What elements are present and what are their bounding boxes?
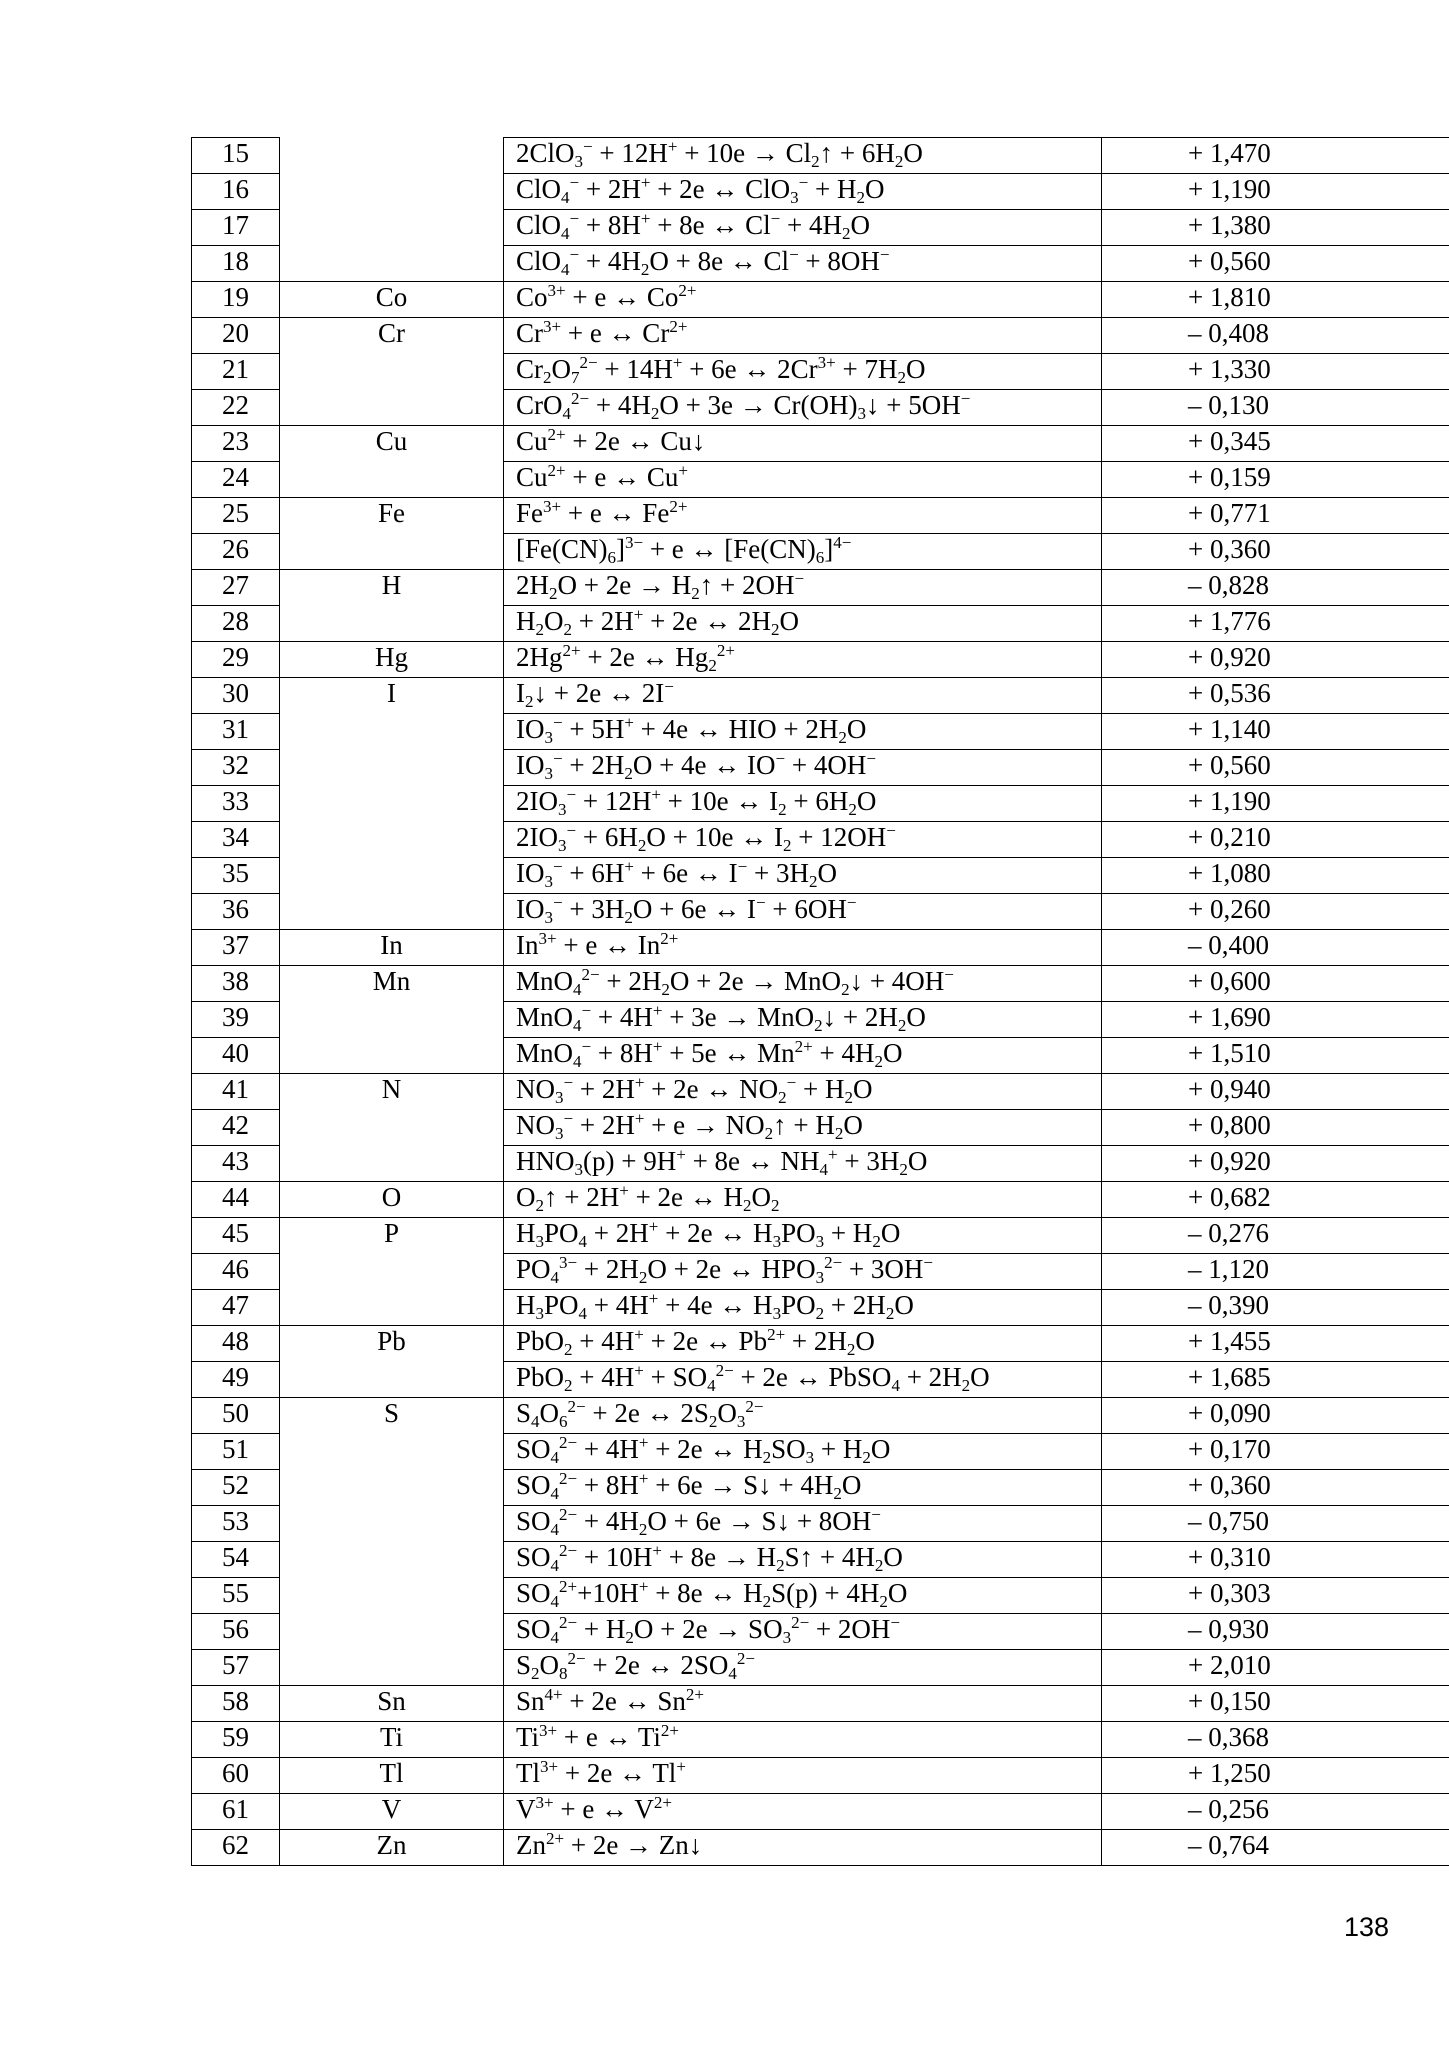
row-number: 33 — [192, 786, 280, 822]
row-number: 42 — [192, 1110, 280, 1146]
row-number: 49 — [192, 1362, 280, 1398]
standard-potential-value: + 1,810 — [1102, 282, 1449, 318]
standard-potential-value: – 0,276 — [1102, 1218, 1449, 1254]
half-reaction-equation: $IO_3^- + 2H_2O + 4e$ ↔ IO− + 4OH− — [504, 750, 1102, 786]
standard-potential-value: + 0,303 — [1102, 1578, 1449, 1614]
row-number: 62 — [192, 1830, 280, 1866]
element-cell — [280, 1578, 504, 1614]
half-reaction-equation: $H_2O_2 + 2H^+ + 2e$ ↔ $2H_2O$ — [504, 606, 1102, 642]
standard-potential-value: – 0,390 — [1102, 1290, 1449, 1326]
table-row — [192, 1218, 1449, 1254]
element-cell — [280, 858, 504, 894]
element-cell — [280, 246, 504, 282]
standard-potential-value: + 0,360 — [1102, 1470, 1449, 1506]
standard-potential-value: – 0,930 — [1102, 1614, 1449, 1650]
row-number: 22 — [192, 390, 280, 426]
half-reaction-equation: $PO_4^{3-} + 2H_2O + 2e$ ↔ $HPO_3^{2-} + 3OH^-$ — [504, 1254, 1102, 1290]
table-row — [192, 1578, 1449, 1614]
table-row — [192, 1254, 1449, 1290]
element-cell: Cu — [280, 426, 504, 462]
half-reaction-equation: $Cu^{2+} + e$ ↔ Cu+ — [504, 462, 1102, 498]
row-number: 55 — [192, 1578, 280, 1614]
element-cell: Hg — [280, 642, 504, 678]
standard-potential-value: – 0,256 — [1102, 1794, 1449, 1830]
half-reaction-equation: $SO_4^{2-} + H_2O + 2e \to SO_3^{2-} + 2OH^-$ — [504, 1614, 1102, 1650]
half-reaction-equation: $Zn^{2+} + 2e$ → Zn↓ — [504, 1830, 1102, 1866]
element-cell — [280, 138, 504, 174]
half-reaction-equation: $In^{3+} + e$ ↔ $In^{2+}$ — [504, 930, 1102, 966]
element-cell: Fe — [280, 498, 504, 534]
standard-potential-value: + 0,360 — [1102, 534, 1449, 570]
table-row — [192, 174, 1449, 210]
row-number: 47 — [192, 1290, 280, 1326]
half-reaction-equation: $HNO_3(p) + 9H^+ + 8e$ ↔ $NH_4^+ + 3H_2O$ — [504, 1146, 1102, 1182]
row-number: 15 — [192, 138, 280, 174]
row-number: 31 — [192, 714, 280, 750]
half-reaction-equation: $IO_3^- + 5H^+ + 4e$ ↔ HIO + $2H_2O$ — [504, 714, 1102, 750]
row-number: 48 — [192, 1326, 280, 1362]
standard-potential-value: + 1,190 — [1102, 174, 1449, 210]
element-cell — [280, 390, 504, 426]
standard-potentials-table — [191, 137, 1449, 1866]
element-cell: Zn — [280, 1830, 504, 1866]
table-row — [192, 786, 1449, 822]
row-number: 26 — [192, 534, 280, 570]
standard-potential-value: + 1,250 — [1102, 1758, 1449, 1794]
standard-potential-value: + 0,682 — [1102, 1182, 1449, 1218]
half-reaction-equation: $Fe^{3+} + e$ ↔ $Fe^{2+}$ — [504, 498, 1102, 534]
element-cell — [280, 210, 504, 246]
row-number: 30 — [192, 678, 280, 714]
half-reaction-equation: $2Hg^{2+} + 2e$ ↔ $Hg_2^{2+}$ — [504, 642, 1102, 678]
standard-potential-value: + 0,560 — [1102, 750, 1449, 786]
table-row — [192, 1542, 1449, 1578]
table-row — [192, 750, 1449, 786]
half-reaction-equation: $MnO_4^{2-} + 2H_2O + 2e$ → MnO$_2$↓ + 4OH− — [504, 966, 1102, 1002]
element-cell: Pb — [280, 1326, 504, 1362]
element-cell — [280, 1038, 504, 1074]
row-number: 45 — [192, 1218, 280, 1254]
half-reaction-equation: $SO_4^{2-} + 8H^+ + 6e$ → S↓ + $4H_2O$ — [504, 1470, 1102, 1506]
table-row — [192, 462, 1449, 498]
row-number: 29 — [192, 642, 280, 678]
standard-potential-value: – 0,400 — [1102, 930, 1449, 966]
row-number: 28 — [192, 606, 280, 642]
half-reaction-equation: MnO$_4$− + 4H+ + 3e → MnO$_2$↓ + $2H_2O$ — [504, 1002, 1102, 1038]
table-row — [192, 1146, 1449, 1182]
row-number: 25 — [192, 498, 280, 534]
page-number: 138 — [1343, 1912, 1389, 1942]
standard-potential-value: – 0,408 — [1102, 318, 1449, 354]
row-number: 44 — [192, 1182, 280, 1218]
half-reaction-equation: $V^{3+} + e$ ↔ $V^{2+}$ — [504, 1794, 1102, 1830]
half-reaction-equation: $CrO_4^{2-} + 4H_2O + 3e$ → $Cr(OH)_3↓ + 5OH^-$ — [504, 390, 1102, 426]
row-number: 24 — [192, 462, 280, 498]
element-cell: V — [280, 1794, 504, 1830]
standard-potential-value: + 1,455 — [1102, 1326, 1449, 1362]
element-cell: Tl — [280, 1758, 504, 1794]
table-row — [192, 1506, 1449, 1542]
table-row — [192, 246, 1449, 282]
row-number: 19 — [192, 282, 280, 318]
half-reaction-equation: $SO_4^{2-} + 10H^+ + 8e$ → $H_2S↑ + 4H_2O$ — [504, 1542, 1102, 1578]
half-reaction-equation: $S_2O_8^{2-} + 2e$ ↔ $2SO_4^{2-}$ — [504, 1650, 1102, 1686]
element-cell — [280, 1290, 504, 1326]
half-reaction-equation: $S_4O_6^{2-} + 2e$ ↔ $2S_2O_3^{2-}$ — [504, 1398, 1102, 1434]
standard-potential-value: + 0,536 — [1102, 678, 1449, 714]
table-row — [192, 498, 1449, 534]
standard-potential-value: + 1,140 — [1102, 714, 1449, 750]
element-cell: Mn — [280, 966, 504, 1002]
standard-potential-value: – 0,750 — [1102, 1506, 1449, 1542]
half-reaction-equation: $H_3PO_4 + 2H^+ + 2e$ ↔ $H_3PO_3 + H_2O$ — [504, 1218, 1102, 1254]
half-reaction-equation: $2IO_3^- + 6H_2O + 10e$ ↔ $I_2 + 12OH^-$ — [504, 822, 1102, 858]
table-row — [192, 1074, 1449, 1110]
element-cell: I — [280, 678, 504, 714]
element-cell: H — [280, 570, 504, 606]
element-cell — [280, 822, 504, 858]
row-number: 51 — [192, 1434, 280, 1470]
table-row — [192, 858, 1449, 894]
element-cell: N — [280, 1074, 504, 1110]
row-number: 41 — [192, 1074, 280, 1110]
row-number: 18 — [192, 246, 280, 282]
table-row — [192, 1326, 1449, 1362]
element-cell — [280, 1254, 504, 1290]
standard-potential-value: – 1,120 — [1102, 1254, 1449, 1290]
table-row — [192, 534, 1449, 570]
table-row — [192, 894, 1449, 930]
half-reaction-equation: $Co^{3+} + e$ ↔ $Co^{2+}$ — [504, 282, 1102, 318]
half-reaction-equation: $2H_2O + 2e$ → $H_2↑ + 2OH^-$ — [504, 570, 1102, 606]
element-cell — [280, 714, 504, 750]
half-reaction-equation: $2IO_3^- + 12H^+ + 10e$ ↔ $I_2 + 6H_2O$ — [504, 786, 1102, 822]
table-row — [192, 354, 1449, 390]
element-cell: P — [280, 1218, 504, 1254]
table-row — [192, 210, 1449, 246]
half-reaction-equation: $IO_3^- + 6H^+ + 6e$ ↔ $I^- + 3H_2O$ — [504, 858, 1102, 894]
table-row — [192, 1794, 1449, 1830]
standard-potential-value: + 1,776 — [1102, 606, 1449, 642]
element-cell — [280, 1542, 504, 1578]
row-number: 61 — [192, 1794, 280, 1830]
table-row — [192, 1722, 1449, 1758]
row-number: 40 — [192, 1038, 280, 1074]
standard-potential-value: + 0,920 — [1102, 1146, 1449, 1182]
table-row — [192, 1434, 1449, 1470]
table-row — [192, 930, 1449, 966]
half-reaction-equation: $H_3PO_4 + 4H^+ + 4e$ ↔ $H_3PO_2 + 2H_2O$ — [504, 1290, 1102, 1326]
table-body — [192, 138, 1449, 1866]
half-reaction-equation: $SO_4^{2-} + 4H^+ + 2e$ ↔ $H_2SO_3 + H_2O$ — [504, 1434, 1102, 1470]
element-cell — [280, 894, 504, 930]
row-number: 43 — [192, 1146, 280, 1182]
table-row — [192, 606, 1449, 642]
standard-potential-value: + 0,771 — [1102, 498, 1449, 534]
table-row — [192, 1830, 1449, 1866]
standard-potential-value: + 0,159 — [1102, 462, 1449, 498]
table-row — [192, 1038, 1449, 1074]
row-number: 54 — [192, 1542, 280, 1578]
row-number: 38 — [192, 966, 280, 1002]
half-reaction-equation: $NO_3^- + 2H^+ + 2e$ ↔ $NO_2^- + H_2O$ — [504, 1074, 1102, 1110]
table-row — [192, 1686, 1449, 1722]
row-number: 58 — [192, 1686, 280, 1722]
standard-potential-value: – 0,828 — [1102, 570, 1449, 606]
element-cell — [280, 786, 504, 822]
row-number: 53 — [192, 1506, 280, 1542]
element-cell — [280, 1110, 504, 1146]
row-number: 60 — [192, 1758, 280, 1794]
standard-potential-value: – 0,130 — [1102, 390, 1449, 426]
standard-potential-value: + 0,920 — [1102, 642, 1449, 678]
table-row — [192, 390, 1449, 426]
row-number: 52 — [192, 1470, 280, 1506]
element-cell: In — [280, 930, 504, 966]
table-row — [192, 1290, 1449, 1326]
element-cell — [280, 1362, 504, 1398]
row-number: 16 — [192, 174, 280, 210]
row-number: 57 — [192, 1650, 280, 1686]
table-row — [192, 1362, 1449, 1398]
element-cell — [280, 1650, 504, 1686]
standard-potential-value: + 0,600 — [1102, 966, 1449, 1002]
table-row — [192, 1182, 1449, 1218]
half-reaction-equation: $Ti^{3+} + e$ ↔ $Ti^{2+}$ — [504, 1722, 1102, 1758]
element-cell — [280, 534, 504, 570]
element-cell — [280, 1506, 504, 1542]
standard-potential-value: + 0,345 — [1102, 426, 1449, 462]
half-reaction-equation: $Cr_2O_7^{2-} + 14H^+ + 6e$ ↔ $2Cr^{3+} + 7H_2O$ — [504, 354, 1102, 390]
table-row — [192, 822, 1449, 858]
row-number: 46 — [192, 1254, 280, 1290]
element-cell: S — [280, 1398, 504, 1434]
standard-potential-value: + 1,190 — [1102, 786, 1449, 822]
element-cell: O — [280, 1182, 504, 1218]
element-cell: Ti — [280, 1722, 504, 1758]
element-cell: Co — [280, 282, 504, 318]
half-reaction-equation: $ClO_4^- + 4H_2O + 8e$ ↔ Cl− + 8OH− — [504, 246, 1102, 282]
half-reaction-equation: $PbO_2 + 4H^+ + SO_4^{2-} + 2e$ ↔ PbSO$_4$ + $2H_2O$ — [504, 1362, 1102, 1398]
standard-potential-value: + 0,150 — [1102, 1686, 1449, 1722]
table-row — [192, 714, 1449, 750]
element-cell — [280, 354, 504, 390]
table-row — [192, 1470, 1449, 1506]
element-cell — [280, 462, 504, 498]
standard-potential-value: + 0,940 — [1102, 1074, 1449, 1110]
element-cell — [280, 1002, 504, 1038]
row-number: 56 — [192, 1614, 280, 1650]
element-cell — [280, 1146, 504, 1182]
half-reaction-equation: $Cr^{3+} + e$ ↔ $Cr^{2+}$ — [504, 318, 1102, 354]
table-row — [192, 678, 1449, 714]
row-number: 37 — [192, 930, 280, 966]
half-reaction-equation: $Sn^{4+} + 2e$ ↔ $Sn^{2+}$ — [504, 1686, 1102, 1722]
row-number: 34 — [192, 822, 280, 858]
half-reaction-equation: $IO_3^- + 3H_2O + 6e$ ↔ I− + 6OH− — [504, 894, 1102, 930]
half-reaction-equation: $Tl^{3+} + 2e$ ↔ Tl+ — [504, 1758, 1102, 1794]
row-number: 35 — [192, 858, 280, 894]
standard-potential-value: + 1,685 — [1102, 1362, 1449, 1398]
element-cell — [280, 174, 504, 210]
table-row — [192, 1110, 1449, 1146]
element-cell: Sn — [280, 1686, 504, 1722]
half-reaction-equation: $O_2↑ + 2H^+ + 2e$ ↔ $H_2O_2$ — [504, 1182, 1102, 1218]
half-reaction-equation: $NO_3^- + 2H^+ + e$ → $NO_2↑ + H_2O$ — [504, 1110, 1102, 1146]
element-cell — [280, 606, 504, 642]
table-row — [192, 318, 1449, 354]
row-number: 20 — [192, 318, 280, 354]
row-number: 21 — [192, 354, 280, 390]
row-number: 27 — [192, 570, 280, 606]
table-row — [192, 138, 1449, 174]
standard-potential-value: + 0,800 — [1102, 1110, 1449, 1146]
half-reaction-equation: ClO$_4$− + 8H+ + 8e ↔ $Cl^- + 4H_2O$ — [504, 210, 1102, 246]
standard-potential-value: + 1,080 — [1102, 858, 1449, 894]
table-row — [192, 1650, 1449, 1686]
half-reaction-equation: $2ClO_3^- + 12H^+ + 10e \to Cl_2↑ + 6H_2O$ — [504, 138, 1102, 174]
element-cell — [280, 1470, 504, 1506]
standard-potential-value: + 0,260 — [1102, 894, 1449, 930]
standard-potential-value: + 1,330 — [1102, 354, 1449, 390]
row-number: 23 — [192, 426, 280, 462]
standard-potential-value: + 1,690 — [1102, 1002, 1449, 1038]
row-number: 39 — [192, 1002, 280, 1038]
row-number: 50 — [192, 1398, 280, 1434]
standard-potential-value: + 1,380 — [1102, 210, 1449, 246]
standard-potential-value: + 1,510 — [1102, 1038, 1449, 1074]
half-reaction-equation: $SO_4^{2-} + 4H_2O + 6e$ → S↓ + 8OH− — [504, 1506, 1102, 1542]
half-reaction-equation: ClO$_4$− + 2H+ + 2e ↔ $ClO_3^- + H_2O$ — [504, 174, 1102, 210]
half-reaction-equation: MnO$_4$− + 8H+ + 5e ↔ $Mn^{2+} + 4H_2O$ — [504, 1038, 1102, 1074]
row-number: 59 — [192, 1722, 280, 1758]
table-row — [192, 426, 1449, 462]
half-reaction-equation: PbO$_2$ + 4H+ + 2e ↔ $Pb^{2+} + 2H_2O$ — [504, 1326, 1102, 1362]
half-reaction-equation: $[Fe(CN)_6]^{3-} + e$ ↔ $[Fe(CN)_6]^{4-}$ — [504, 534, 1102, 570]
standard-potential-value: + 0,560 — [1102, 246, 1449, 282]
row-number: 36 — [192, 894, 280, 930]
element-cell — [280, 1614, 504, 1650]
table-row — [192, 1758, 1449, 1794]
standard-potential-value: + 0,170 — [1102, 1434, 1449, 1470]
half-reaction-equation: $I_2↓ + 2e$ ↔ 2I− — [504, 678, 1102, 714]
element-cell — [280, 750, 504, 786]
half-reaction-equation: $Cu^{2+} + 2e$ ↔ Cu↓ — [504, 426, 1102, 462]
row-number: 17 — [192, 210, 280, 246]
table-row — [192, 1002, 1449, 1038]
standard-potential-value: + 0,090 — [1102, 1398, 1449, 1434]
standard-potential-value: + 0,310 — [1102, 1542, 1449, 1578]
table-row — [192, 570, 1449, 606]
element-cell: Cr — [280, 318, 504, 354]
row-number: 32 — [192, 750, 280, 786]
standard-potential-value: – 0,764 — [1102, 1830, 1449, 1866]
table-row — [192, 1398, 1449, 1434]
standard-potential-value: + 2,010 — [1102, 1650, 1449, 1686]
table-row — [192, 1614, 1449, 1650]
standard-potential-value: + 0,210 — [1102, 822, 1449, 858]
standard-potential-value: + 1,470 — [1102, 138, 1449, 174]
element-cell — [280, 1434, 504, 1470]
table-row — [192, 282, 1449, 318]
standard-potential-value: – 0,368 — [1102, 1722, 1449, 1758]
half-reaction-equation: $SO_4^{2+}+10H^+ + 8e$ ↔ $H_2S(p) + 4H_2O$ — [504, 1578, 1102, 1614]
table-row — [192, 642, 1449, 678]
table-row — [192, 966, 1449, 1002]
